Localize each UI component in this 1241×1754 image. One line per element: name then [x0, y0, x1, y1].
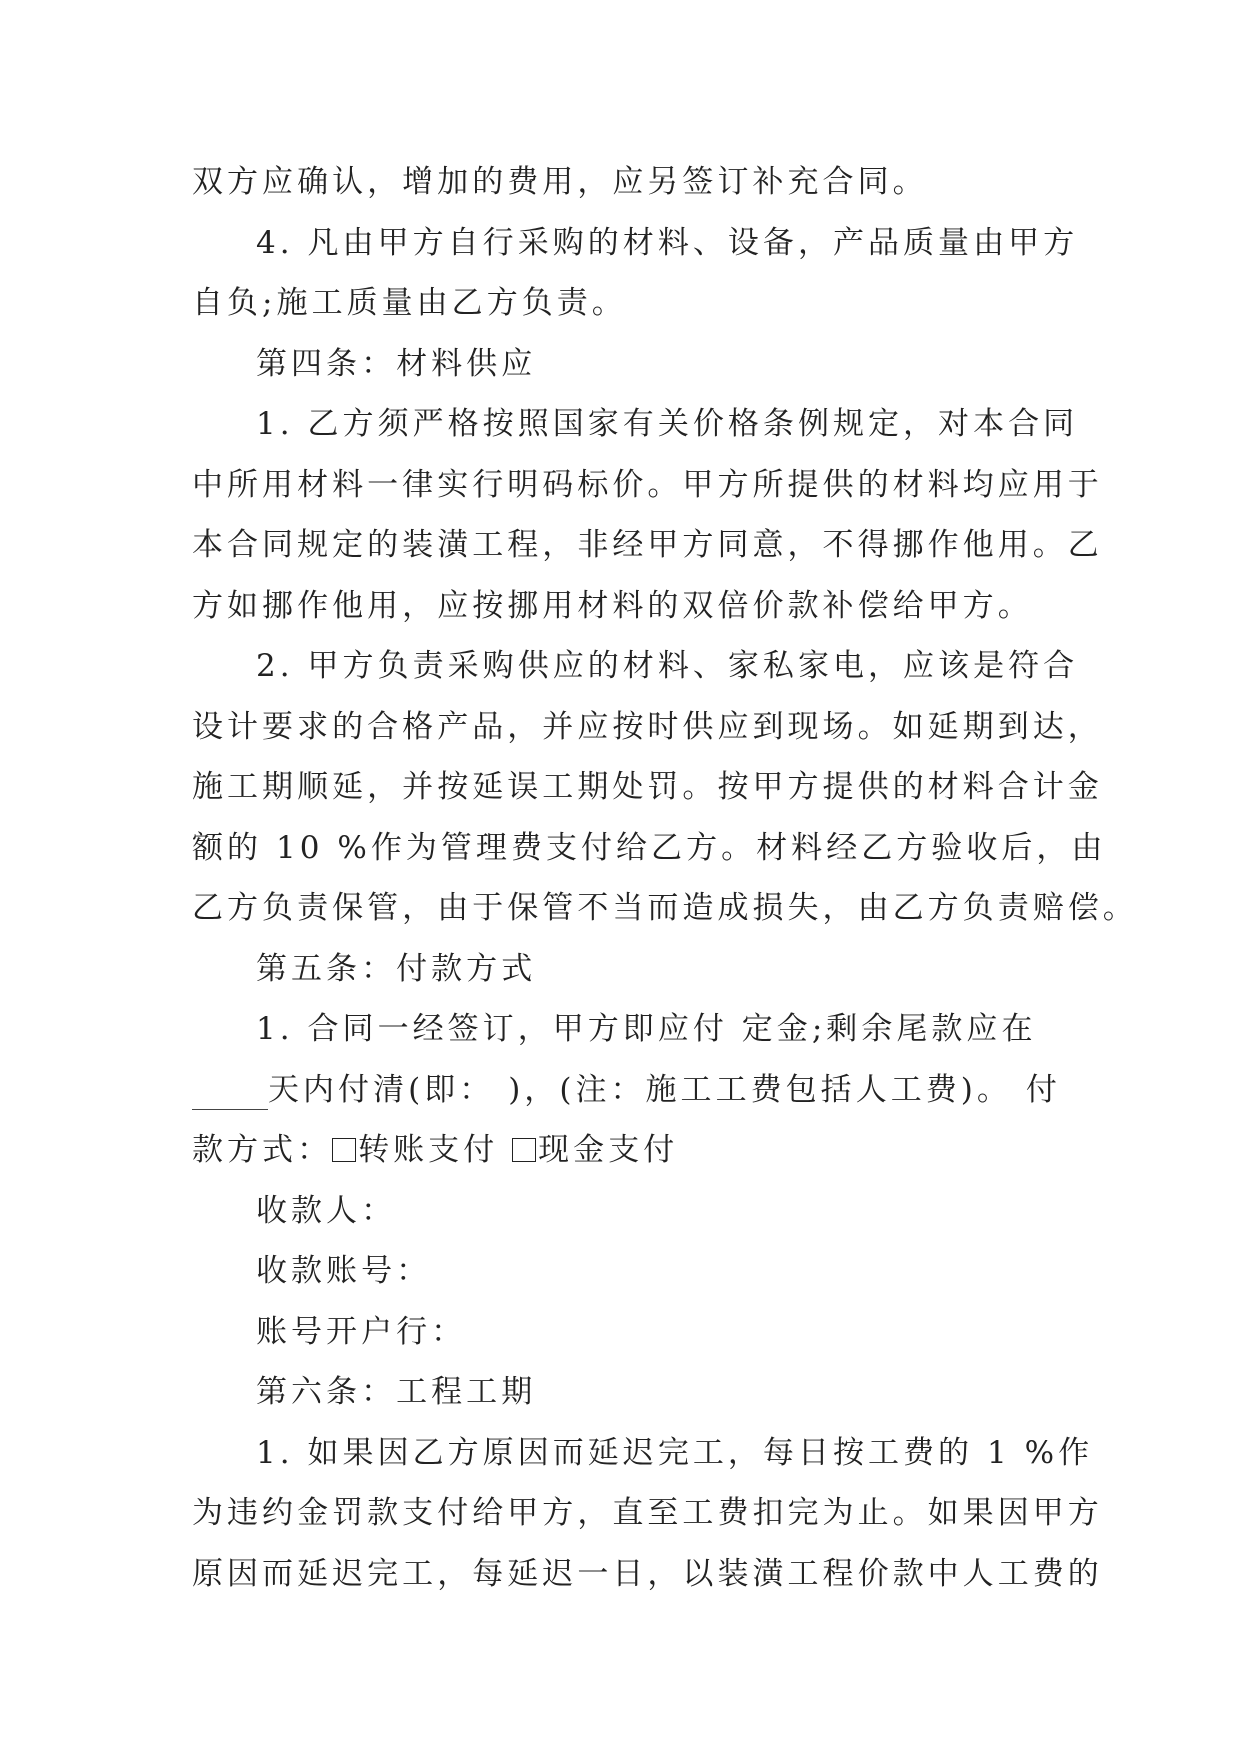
checkbox-transfer-label: 转账支付	[358, 1132, 499, 1168]
text-line: 施工期顺延，并按延误工期处罚。按甲方提供的材料合计金	[192, 769, 1103, 805]
bank-label: 账号开户行：	[256, 1313, 467, 1350]
text-line: 设计要求的合格产品，并应按时供应到现场。如延期到达，	[192, 708, 1103, 745]
text-line: 1. 合同一经签订，甲方即应付 定金;剩余尾款应在	[256, 1011, 1037, 1047]
section-heading: 第六条：工程工期	[256, 1374, 537, 1410]
text-line: 原因而延迟完工，每延迟一日，以装潢工程价款中人工费的	[192, 1555, 1103, 1592]
text-line: 额的 10 %作为管理费支付给乙方。材料经乙方验收后，由	[192, 829, 1107, 866]
text-line: 1. 如果因乙方原因而延迟完工，每日按工费的 1 %作	[256, 1434, 1094, 1471]
text-line: 自负;施工质量由乙方负责。	[192, 285, 627, 321]
checkbox-transfer[interactable]	[332, 1138, 356, 1162]
text-line: 1. 乙方须严格按照国家有关价格条例规定，对本合同	[256, 406, 1079, 442]
section-heading: 第五条：付款方式	[256, 950, 537, 987]
text-line: 双方应确认，增加的费用，应另签订补充合同。	[192, 164, 928, 200]
text-line: 为违约金罚款支付给甲方，直至工费扣完为止。如果因甲方	[192, 1495, 1103, 1531]
section-heading: 第四条：材料供应	[256, 345, 537, 382]
payee-label: 收款人：	[256, 1192, 397, 1229]
payment-method-line	[192, 1120, 1064, 1181]
text-fragment: 款方式：	[192, 1132, 333, 1168]
checkbox-cash-label: 现金支付	[538, 1132, 679, 1168]
checkbox-cash[interactable]	[512, 1138, 536, 1162]
text-line: 2. 甲方负责采购供应的材料、家私家电，应该是符合	[256, 648, 1079, 684]
text-line: 本合同规定的装潢工程，非经甲方同意，不得挪作他用。乙	[192, 527, 1103, 563]
text-fragment: 天内付清(即： )，(注：施工工费包括人工费)。 付	[268, 1071, 1061, 1108]
text-line: 方如挪作他用，应按挪用材料的双倍价款补偿给甲方。	[192, 587, 1033, 624]
document-page	[192, 152, 1138, 1604]
text-line: 乙方负责保管，由于保管不当而造成损失，由乙方负责赔偿。	[192, 890, 1138, 926]
fill-in-blank[interactable]	[192, 1073, 268, 1110]
text-line: 4. 凡由甲方自行采购的材料、设备，产品质量由甲方	[256, 224, 1079, 261]
text-line-with-blank	[192, 1060, 1064, 1121]
text-line: 中所用材料一律实行明码标价。甲方所提供的材料均应用于	[192, 466, 1103, 503]
account-number-label: 收款账号：	[256, 1253, 432, 1289]
